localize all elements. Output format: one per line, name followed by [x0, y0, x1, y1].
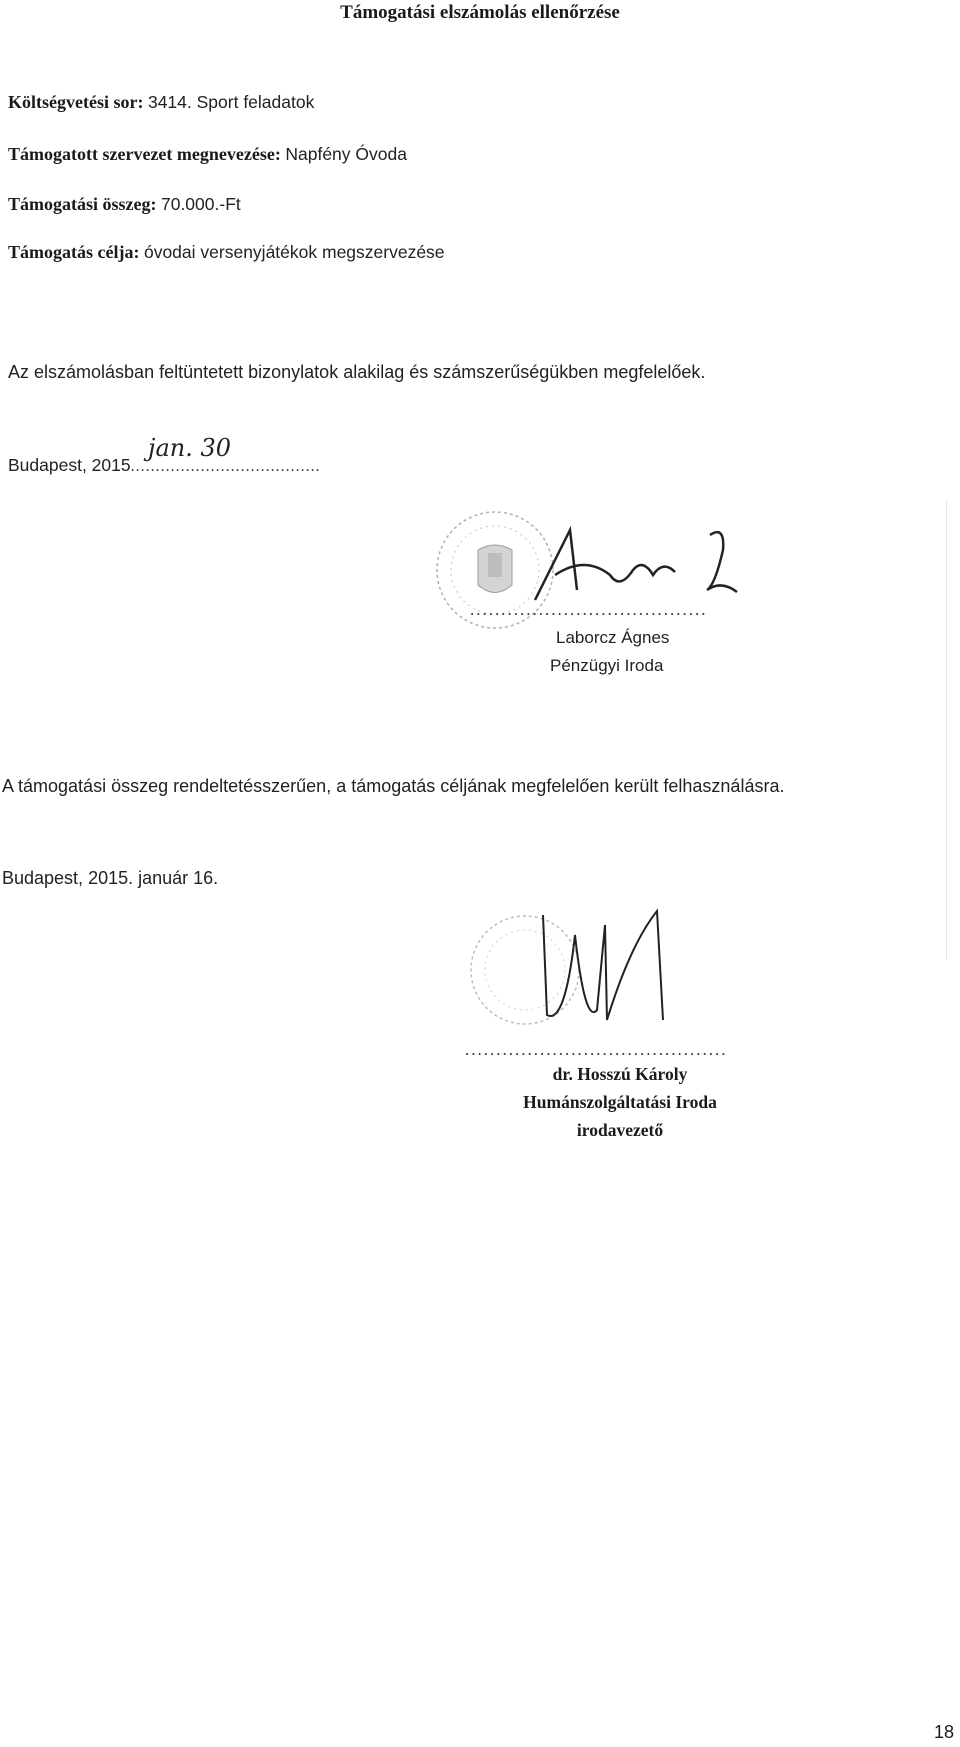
scan-edge-line	[946, 500, 947, 960]
place-date-1-prefix: Budapest, 2015	[8, 455, 131, 475]
purpose-label: Támogatás célja:	[8, 242, 140, 262]
org-row	[8, 144, 407, 165]
handwritten-date: jan. 30	[148, 434, 232, 462]
budget-line-value: 3414. Sport feladatok	[147, 92, 315, 112]
signature-icon-1	[525, 520, 745, 610]
amount-value: 70.000.-Ft	[160, 194, 241, 214]
signer1-name: Laborcz Ágnes	[556, 628, 670, 647]
signer2-unit: Humánszolgáltatási Iroda	[523, 1092, 717, 1112]
signer2-name: dr. Hosszú Károly	[552, 1064, 688, 1084]
budget-line-label: Költségvetési sor:	[8, 92, 144, 112]
date-dots: ......................................	[130, 458, 321, 475]
statement-accounting: Az elszámolásban feltüntetett bizonylatok alakilag és számszerűségükben megfelelőek.	[8, 362, 706, 382]
budget-line-row	[8, 92, 314, 113]
signer2-role: irodavezető	[576, 1120, 664, 1140]
signer1-unit: Pénzügyi Iroda	[550, 656, 664, 675]
signature-line-2: ..........................................	[465, 1040, 728, 1059]
org-value: Napfény Óvoda	[285, 144, 407, 164]
statement-usage: A támogatási összeg rendeltetésszerűen, a támogatás céljának megfelelően került felhasználásra.	[2, 776, 785, 796]
page-number: 18	[933, 1722, 954, 1742]
document-title: Támogatási elszámolás ellenőrzése	[340, 2, 620, 23]
signature-line-1: ......................................	[470, 600, 708, 619]
signature-icon-2	[535, 905, 675, 1045]
place-date-2: Budapest, 2015. január 16.	[2, 868, 219, 888]
org-label: Támogatott szervezet megnevezése:	[8, 144, 281, 164]
purpose-value: óvodai versenyjátékok megszervezése	[143, 242, 445, 262]
purpose-row	[8, 242, 445, 263]
amount-row	[8, 194, 241, 215]
amount-label: Támogatási összeg:	[8, 194, 157, 214]
